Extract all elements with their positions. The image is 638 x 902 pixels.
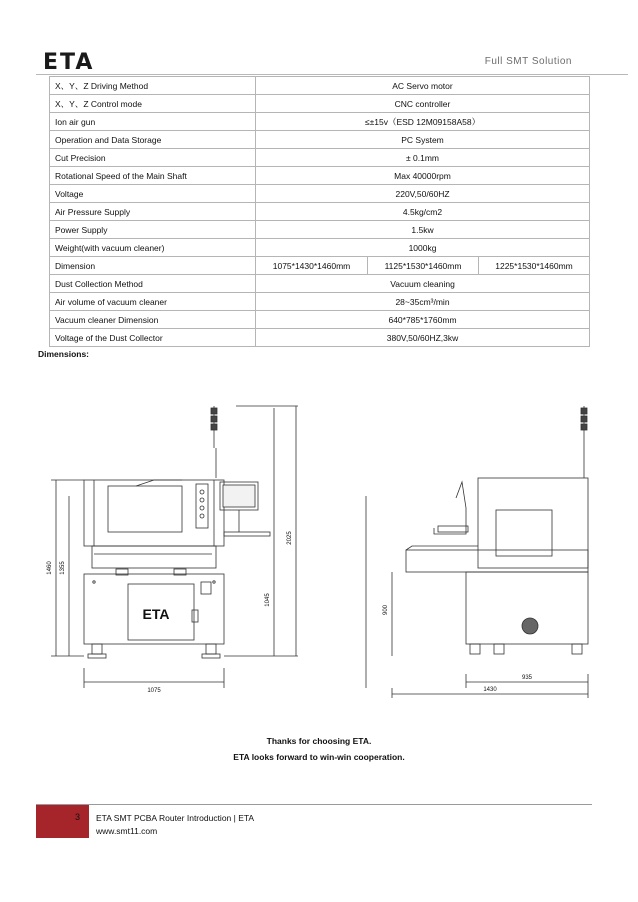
table-row [50, 239, 590, 257]
spec-value: 1000kg [256, 239, 590, 257]
spec-label: Voltage [50, 185, 256, 203]
spec-label: Air volume of vacuum cleaner [50, 293, 256, 311]
header-tagline: Full SMT Solution [484, 56, 572, 67]
spec-value: 4.5kg/cm2 [256, 203, 590, 221]
dim-height-1045: 1045 [265, 593, 271, 607]
table-row [50, 221, 590, 239]
front-view [51, 406, 298, 688]
spec-label: Rotational Speed of the Main Shaft [50, 167, 256, 185]
spec-label: Air Pressure Supply [50, 203, 256, 221]
spec-value: 380V,50/60HZ,3kw [256, 329, 590, 347]
spec-value: CNC controller [256, 95, 590, 113]
spec-label: Ion air gun [50, 113, 256, 131]
spec-label: X、Y、Z Driving Method [50, 77, 256, 95]
spec-value: 220V,50/60HZ [256, 185, 590, 203]
table-row [50, 203, 590, 221]
spec-value: 640*785*1760mm [256, 311, 590, 329]
side-view [366, 406, 588, 698]
spec-value: AC Servo motor [256, 77, 590, 95]
machine-dimension-drawing [36, 388, 602, 708]
table-row [50, 149, 590, 167]
table-row [50, 95, 590, 113]
page-number: 3 [75, 812, 81, 822]
dim-height-2025: 2025 [287, 531, 293, 545]
table-row [50, 77, 590, 95]
footer-title: ETA SMT PCBA Router Introduction | ETA [96, 813, 255, 823]
spec-label: Dust Collection Method [50, 275, 256, 293]
dim-depth-1430: 1430 [483, 687, 497, 693]
spec-label: Voltage of the Dust Collector [50, 329, 256, 347]
dim-height-1355: 1355 [60, 561, 66, 575]
table-row [50, 185, 590, 203]
table-row [50, 131, 590, 149]
spec-label: Dimension [50, 257, 256, 275]
thanks-text: Thanks for choosing ETA. [266, 736, 372, 746]
cooperation-text: ETA looks forward to win-win cooperation. [233, 752, 405, 762]
spec-label: Cut Precision [50, 149, 256, 167]
table-row [50, 293, 590, 311]
spec-value: Vacuum cleaning [256, 275, 590, 293]
spec-label: Vacuum cleaner Dimension [50, 311, 256, 329]
footer-text [96, 812, 254, 838]
spec-value: ≤±15v（ESD 12M09158A58） [256, 113, 590, 131]
dim-depth-935: 935 [521, 675, 533, 681]
table-row [50, 311, 590, 329]
eta-logo: ETA [43, 50, 95, 75]
table-row [50, 113, 590, 131]
footer-accent-block [36, 805, 89, 838]
dim-height-900: 900 [383, 604, 389, 616]
header-divider [36, 74, 628, 75]
table-row [50, 167, 590, 185]
spec-label: Power Supply [50, 221, 256, 239]
dimension-value-1: 1075*1430*1460mm [256, 257, 368, 275]
spec-value: PC System [256, 131, 590, 149]
table-row [50, 329, 590, 347]
table-row [50, 275, 590, 293]
spec-value: ± 0.1mm [256, 149, 590, 167]
footer-divider [36, 804, 592, 805]
dimensions-heading: Dimensions: [38, 349, 90, 359]
dimension-value-2: 1125*1530*1460mm [368, 257, 479, 275]
machine-brand-label: ETA [142, 606, 170, 622]
dim-width-front: 1075 [147, 688, 161, 694]
spec-value: 1.5kw [256, 221, 590, 239]
spec-table [49, 76, 590, 347]
spec-label: X、Y、Z Control mode [50, 95, 256, 113]
spec-label: Operation and Data Storage [50, 131, 256, 149]
spec-value: Max 40000rpm [256, 167, 590, 185]
footer-url: www.smt11.com [96, 826, 158, 836]
dim-height-1460: 1460 [47, 561, 53, 575]
dimension-value-3: 1225*1530*1460mm [479, 257, 590, 275]
spec-value: 28~35cm³/min [256, 293, 590, 311]
spec-label: Weight(with vacuum cleaner) [50, 239, 256, 257]
table-row [50, 257, 590, 275]
